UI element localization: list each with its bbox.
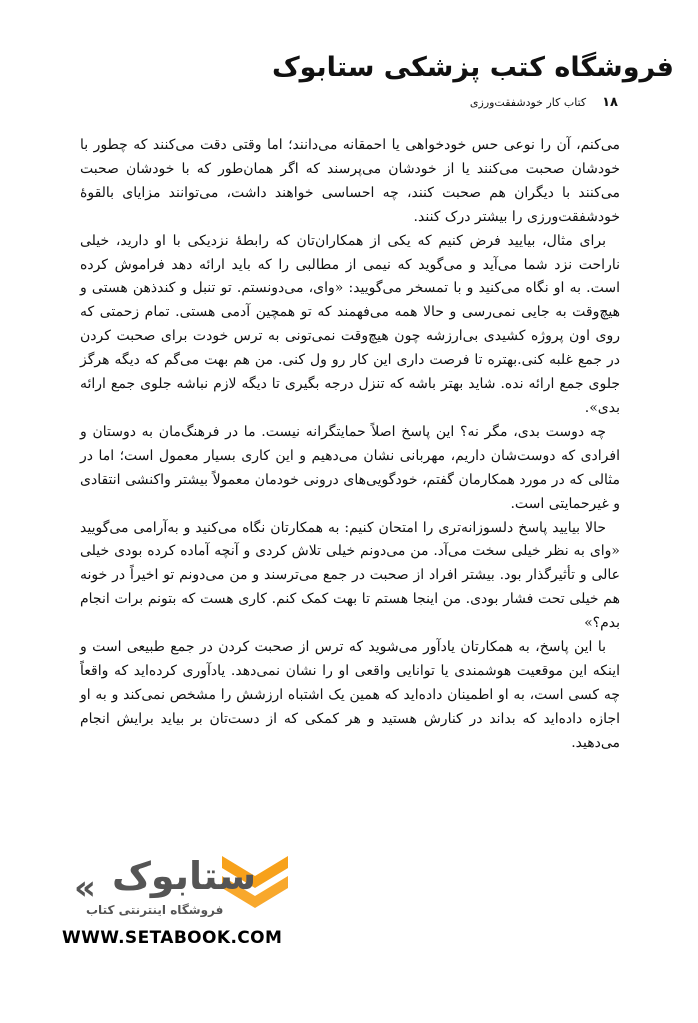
book-title: کتاب کار خودشفقت‌ورزی (469, 96, 587, 109)
page-number: ۱۸ (602, 95, 618, 110)
site-url: WWW.SETABOOK.COM (62, 928, 283, 948)
running-head (470, 95, 618, 110)
page-body (80, 134, 620, 756)
paragraph-3: چه دوست بدی، مگر نه؟ این پاسخ اصلاً حمایتگرانه نیست. ما در فرهنگ‌مان به دوستان و افرادی که دوست‌شان داریم، مهربانی نشان می‌دهیم و این کاری بسیار معمول است؛ اما در مثالی که در مورد همکارمان گفتم، خودگویی‌های درونی خودمان معمولاً بیشتر واکنشی انتقادی و غیرحمایتی است. (80, 423, 620, 512)
paragraph-2: برای مثال، بیایید فرض کنیم که یکی از همکاران‌تان که رابطهٔ نزدیکی با او دارید، خیلی ناراحت نزد شما می‌آید و می‌گوید که نیمی از مطالبی را که باید ارائه دهد فراموش کرده است. به او نگاه می‌کنید و با تمسخر می‌گویید: «وای، می‌دونستم. تو تنبل و کندذهن هستی و هیچ‌وقت به جایی نمی‌رسی و حالا همه می‌فهمند که تو همچین آدمی هستی. تمام زحمتی که روی اون پروژه کشیدی بی‌ارزشه چون هیچ‌وقت نمی‌تونی به ترس خودت برای صحبت کردن در جمع غلبه کنی.بهتره تا فرصت داری این کار رو ول کنی. من هم بهت می‌گم که دیگه هرگز جلوی جمع ارائه نده. شاید بهتر باشه که تنزل درجه بگیری تا دیگه لازم نباشه جلوی جمع ارائه بدی». (80, 232, 620, 416)
logo-wordmark (44, 854, 257, 908)
logo-tagline: فروشگاه اینترنتی کتاب (86, 903, 224, 917)
paragraph-4: حالا بیایید پاسخ دلسوزانه‌تری را امتحان کنیم: به همکارتان نگاه می‌کنید و به‌آرامی می‌گویید «وای به نظر خیلی سخت می‌آد. من می‌دونم خیلی تلاش کردی و آنچه آماده کرده بودی خیلی عالی و تأثیرگذار بود. بیشتر افراد از صحبت در جمع می‌ترسند و من می‌دونم تو اخیراً در خونه هم خیلی تحت فشار بودی. من اینجا هستم تا بهت کمک کنم. کاری هست که بتونم برات انجام بدم؟» (80, 519, 620, 632)
paragraph-1: می‌کنم، آن را نوعی حس خودخواهی یا احمقانه می‌دانند؛ اما وقتی دقت می‌کنند که چطور با خودشان صحبت می‌کنند یا از خودشان می‌پرسند که اگر همان‌طور که با خودشان صحبت می‌کنند با دیگران هم صحبت کنند، چه احساسی خواهند داشت، می‌توانند مزایای بالقوهٔ خودشفقت‌ورزی را بیشتر درک کنند. (80, 137, 620, 225)
double-chevron-left-icon: « (74, 868, 88, 908)
logo-brand-name: ستابوک (112, 854, 257, 898)
store-title: فروشگاه کتب پزشکی ستابوک (271, 52, 674, 83)
paragraph-5: با این پاسخ، به همکارتان یادآور می‌شوید که ترس از صحبت کردن در جمع طبیعی است و اینکه این موقعیت هوشمندی یا توانایی واقعی او را نشان نمی‌دهد. یادآوری کرده‌اید که واقعاً چه کسی است، به او اطمینان داده‌اید که همین یک اشتباه ارزشش را مشخص نمی‌کند و به او اجازه داده‌اید که بداند در کنارش هستید و هر کمکی که از دست‌تان بر بیاید برایش انجام می‌دهید. (80, 639, 620, 751)
